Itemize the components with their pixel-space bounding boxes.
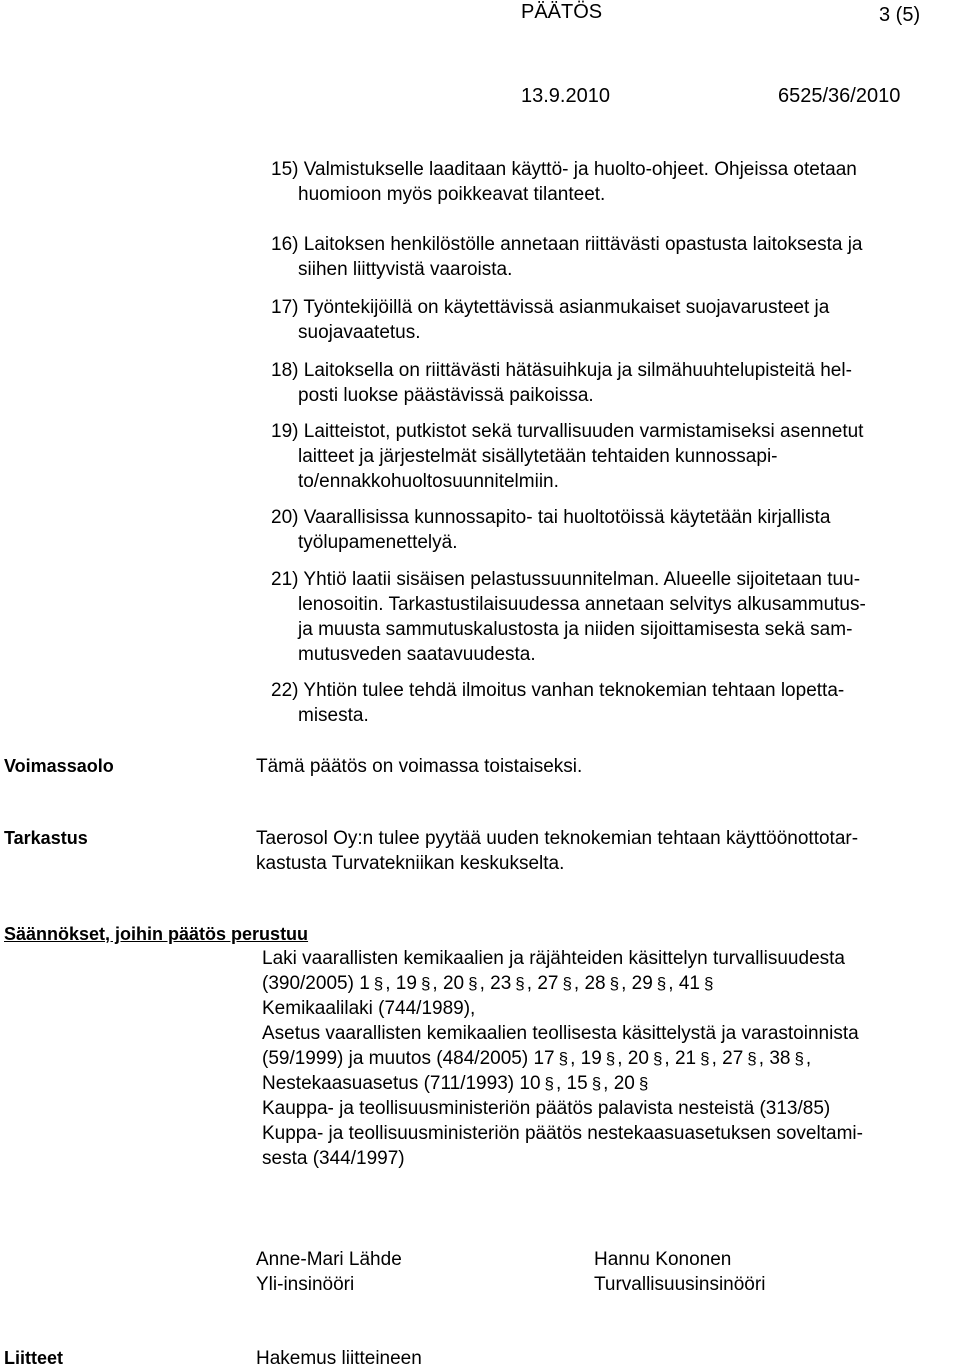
item-text: siihen liittyvistä vaaroista. xyxy=(298,259,513,280)
item-number: 19) xyxy=(271,421,299,442)
section-sign: § xyxy=(515,974,525,993)
item-text: Laitoksella on riittävästi hätäsuihkuja ja silmähuuhtelupisteitä hel- xyxy=(303,360,852,381)
item-number: 18) xyxy=(271,360,299,381)
section-sign: § xyxy=(562,974,572,993)
section-sign: § xyxy=(420,974,431,993)
item-number: 16) xyxy=(271,234,299,255)
attachments-label: Liitteet xyxy=(4,1348,64,1368)
regulation-line: Nestekaasuasetus (711/1993) 10 § , 15 § , 20 § xyxy=(262,1073,649,1094)
regulation-line: (390/2005) 1 § , 19 § , 20 § , 23 § , 27 § , 28 § , 29 § , 41 § xyxy=(262,973,714,994)
section-sign: § xyxy=(656,974,667,993)
reference-number: 6525/36/2010 xyxy=(778,85,901,107)
item-text: Yhtiön tulee tehdä ilmoitus vanhan teknokemian tehtaan lopetta- xyxy=(303,680,845,701)
page-number: 3 (5) xyxy=(879,4,921,26)
validity-text: Tämä päätös on voimassa toistaiseksi. xyxy=(256,756,583,777)
document-type: PÄÄTÖS xyxy=(521,1,603,23)
item-text: huomioon myös poikkeavat tilanteet. xyxy=(298,184,606,205)
section-sign: § xyxy=(544,1074,554,1093)
section-sign: § xyxy=(373,974,384,993)
item-number: 15) xyxy=(271,159,299,180)
regulation-line: Kuppa- ja teollisuusministeriön päätös nestekaasuasetuksen soveltami- xyxy=(262,1123,863,1144)
regulation-line: Kauppa- ja teollisuusministeriön päätös palavista nesteistä (313/85) xyxy=(262,1098,831,1119)
item-text: Yhtiö laatii sisäisen pelastussuunnitelman. Alueelle sijoitetaan tuu- xyxy=(303,569,861,590)
regulation-line: (59/1999) ja muutos (484/2005) 17 § , 19 § , 20 § , 21 § , 27 § , 38 § , xyxy=(262,1048,812,1069)
validity-label: Voimassaolo xyxy=(4,756,114,776)
item-text: mutusveden saatavuudesta. xyxy=(298,644,536,665)
list-item xyxy=(271,419,960,494)
inspection-label: Tarkastus xyxy=(4,828,88,848)
section-sign: § xyxy=(558,1049,569,1068)
item-text: Työntekijöillä on käytettävissä asianmukaiset suojavarusteet ja xyxy=(303,297,830,318)
section-sign: § xyxy=(652,1049,663,1068)
regulation-line: sesta (344/1997) xyxy=(262,1148,405,1169)
item-text: misesta. xyxy=(298,705,369,726)
item-text: posti luokse päästävissä paikoissa. xyxy=(298,385,594,406)
item-text: Vaarallisissa kunnossapito- tai huoltotöissä käytetään kirjallista xyxy=(303,507,831,528)
section-sign: § xyxy=(609,974,620,993)
list-item xyxy=(271,358,960,408)
signer-title: Turvallisuusinsinööri xyxy=(594,1274,766,1295)
item-text: ja muusta sammutuskalustosta ja niiden sijoittamisesta sekä sam- xyxy=(298,619,853,640)
item-number: 17) xyxy=(271,297,299,318)
section-sign: § xyxy=(747,1049,757,1068)
item-text: Laitoksen henkilöstölle annetaan riittävästi opastusta laitoksesta ja xyxy=(303,234,863,255)
regulation-line: Kemikaalilaki (744/1989), xyxy=(262,998,476,1019)
section-sign: § xyxy=(700,1049,710,1068)
signer-title: Yli-insinööri xyxy=(256,1274,355,1295)
item-text: to/ennakkohuoltosuunnitelmiin. xyxy=(298,471,559,492)
item-text: Laitteistot, putkistot sekä turvallisuuden varmistamiseksi asennetut xyxy=(303,421,864,442)
item-text: suojavaatetus. xyxy=(298,322,421,343)
item-text: Valmistukselle laaditaan käyttö- ja huolto-ohjeet. Ohjeissa otetaan xyxy=(303,159,857,180)
section-sign: § xyxy=(591,1074,602,1093)
document-date: 13.9.2010 xyxy=(521,85,610,107)
list-item xyxy=(271,295,960,345)
list-item xyxy=(271,678,960,728)
item-text: lenosoitin. Tarkastustilaisuudessa annetaan selvitys alkusammutus- xyxy=(298,594,866,615)
list-item xyxy=(271,505,960,555)
list-item xyxy=(271,232,960,282)
item-number: 20) xyxy=(271,507,299,528)
inspection-text: Taerosol Oy:n tulee pyytää uuden teknokemian tehtaan käyttöönottotar- xyxy=(256,828,859,849)
list-item xyxy=(271,567,960,667)
signer-name: Anne-Mari Lähde xyxy=(256,1249,402,1270)
inspection-text: kastusta Turvatekniikan keskukselta. xyxy=(256,853,565,874)
section-sign: § xyxy=(638,1074,649,1093)
item-number: 22) xyxy=(271,680,299,701)
list-item xyxy=(271,157,960,207)
regulations-list xyxy=(262,946,960,1171)
section-sign: § xyxy=(703,974,714,993)
item-number: 21) xyxy=(271,569,299,590)
regulation-line: Laki vaarallisten kemikaalien ja räjähteiden käsittelyn turvallisuudesta xyxy=(262,948,845,969)
signer-name: Hannu Kononen xyxy=(594,1249,732,1270)
regulations-heading: Säännökset, joihin päätös perustuu xyxy=(4,924,309,944)
regulation-line: Asetus vaarallisten kemikaalien teollisesta käsittelystä ja varastoinnista xyxy=(262,1023,859,1044)
attachments-text: Hakemus liitteineen xyxy=(256,1348,422,1369)
item-text: laitteet ja järjestelmät sisällytetään tehtaiden kunnossapi- xyxy=(298,446,778,467)
section-sign: § xyxy=(468,974,478,993)
section-sign: § xyxy=(794,1049,804,1068)
section-sign: § xyxy=(605,1049,616,1068)
item-text: työlupamenettelyä. xyxy=(298,532,458,553)
